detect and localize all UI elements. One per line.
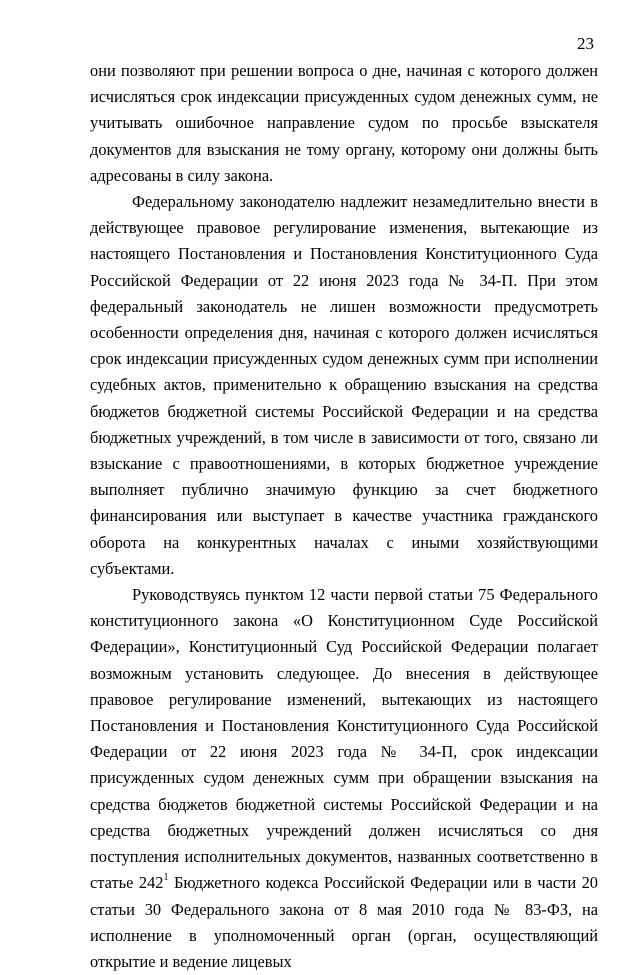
page-number: 23 (577, 34, 594, 53)
paragraph-legislator-duty: Федеральному законодателю надлежит незамедлительно внести в действующее правовое регулирование изменения, вытекающие из настоящего Постановления и Постановления Конституционного Суда Российской Федерации от 22 июня 2023 года № 34-П. При этом федеральный законодатель не лишен возможности предусмотреть особенности определения дня, начиная с которого должен исчисляться срок индексации присужденных судом денежных сумм при исполнении судебных актов, применительно к обращению взыскания на средства бюджетов бюджетной системы Российской Федерации и на средства бюджетных учреждений, в том числе в зависимости от того, связано ли взыскание с правоотношениями, в которых бюджетное учреждение выполняет публично значимую функцию за счет бюджетного финансирования или выступает в качестве участника гражданского оборота на конкурентных началах с иными хозяйствующими субъектами. (90, 192, 598, 578)
document-body (90, 58, 598, 975)
paragraph-text-after-footnote: Бюджетного кодекса Российской Федерации или в части 20 статьи 30 Федерального закона от 8 мая 2010 года № 83-ФЗ, на исполнение в уполномоченный орган (орган, осуществляющий открытие и ведение лицевых (90, 873, 598, 971)
paragraph-court-ruling (90, 582, 598, 975)
paragraph-text-before-footnote: Руководствуясь пунктом 12 части первой статьи 75 Федерального конституционного закона «О Конституционном Суде Российской Федерации», Конституционный Суд Российской Федерации полагает возможным установить следующее. До внесения в действующее правовое регулирование изменений, вытекающих из настоящего Постановления и Постановления Конституционного Суда Российской Федерации от 22 июня 2023 года № 34-П, срок индексации присужденных судом денежных сумм при обращении взыскания на средства бюджетов бюджетной системы Российской Федерации и на средства бюджетных учреждений должен исчисляться со дня поступления исполнительных документов, названных соответственно в статье 242 (90, 585, 598, 893)
paragraph-continuation: они позволяют при решении вопроса о дне, начиная с которого должен исчисляться срок индексации присужденных судом денежных сумм, не учитывать ошибочное направление судом по просьбе взыскателя документов для взыскания не тому органу, которому они должны быть адресованы в силу закона. (90, 61, 598, 185)
article-superscript: 1 (163, 871, 169, 883)
